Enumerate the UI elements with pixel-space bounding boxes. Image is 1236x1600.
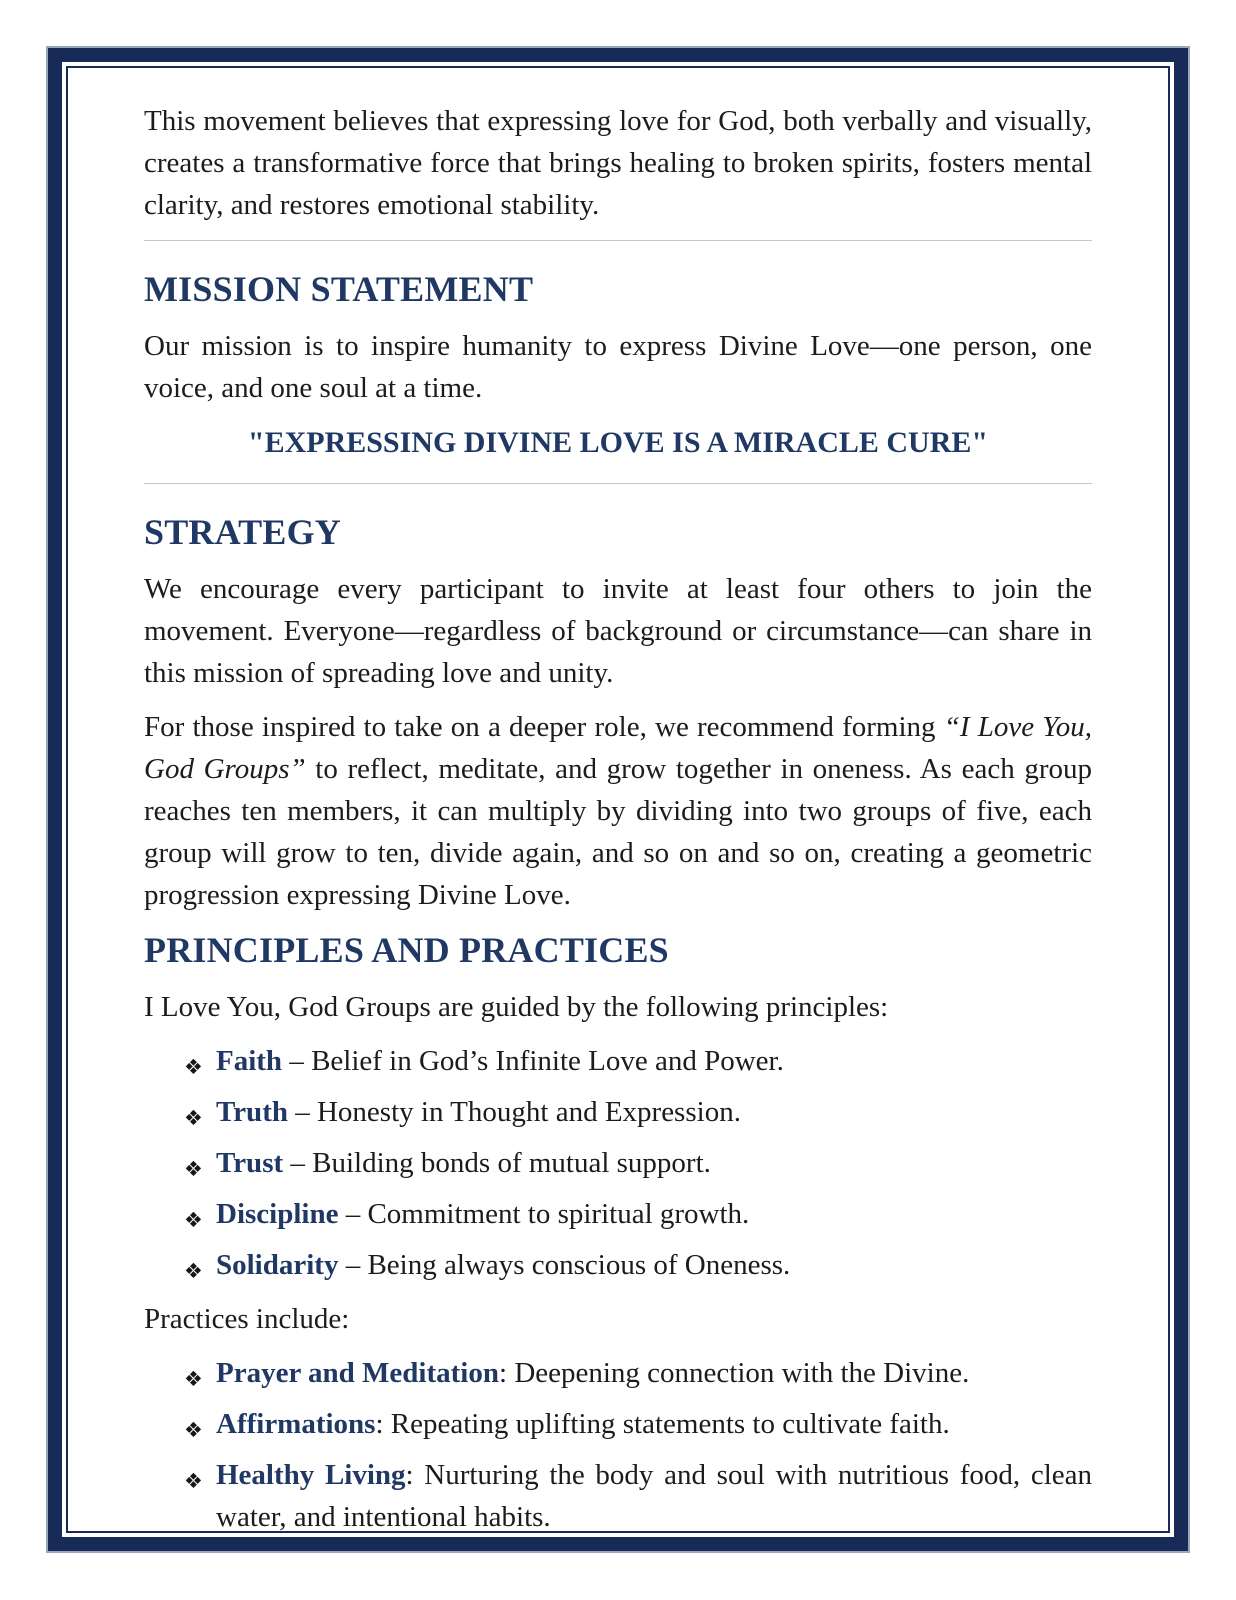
practice-separator: :	[405, 1459, 425, 1491]
practice-description: Nurturing the body and soul with nutritious food, clean water, and intentional habits.	[216, 1459, 1093, 1533]
list-item-truth	[144, 1091, 1092, 1133]
list-item-faith	[144, 1040, 1092, 1082]
practice-description: Repeating uplifting statements to cultivate faith.	[390, 1408, 950, 1440]
list-item-affirmations	[144, 1403, 1092, 1445]
list-item-healthy-living	[144, 1454, 1092, 1533]
strategy-paragraph-2-text-cont: to reflect, meditate, and grow together in oneness. As each group reaches ten members, it can multiply by dividing into two groups of five, each group will grow to ten, divide again, and so on and so on, creating a geometric progression expressing Divine Love.	[144, 753, 1092, 911]
principle-term: Trust	[216, 1147, 284, 1179]
principles-list	[144, 1040, 1092, 1286]
intro-paragraph: This movement believes that expressing love for God, both verbally and visually, creates a transformative force that brings healing to broken spirits, fosters mental clarity, and restores emotional stability.	[144, 105, 1092, 221]
practice-term: Affirmations	[216, 1408, 376, 1440]
mission-statement-heading: MISSION STATEMENT	[144, 269, 534, 309]
principle-term: Truth	[216, 1096, 288, 1128]
section-divider	[144, 483, 1092, 484]
strategy-paragraph-2-text: For those inspired to take on a deeper role, we recommend forming	[144, 711, 944, 743]
mission-paragraph: Our mission is to inspire humanity to express Divine Love—one person, one voice, and one soul at a time.	[144, 330, 1092, 404]
border-navy-band	[48, 48, 1188, 1551]
list-item-trust	[144, 1142, 1092, 1184]
principle-separator: –	[287, 1096, 317, 1128]
principle-separator: –	[283, 1147, 313, 1179]
practices-list	[144, 1352, 1092, 1533]
practice-separator: :	[375, 1408, 391, 1440]
principle-term: Discipline	[216, 1198, 339, 1230]
diamond-bullet-icon: ❖	[184, 1418, 203, 1442]
principle-separator: –	[282, 1045, 312, 1077]
decorative-border-frame	[46, 46, 1190, 1553]
principle-description: Belief in God’s Infinite Love and Power.	[311, 1045, 784, 1077]
diamond-bullet-icon: ❖	[184, 1259, 203, 1283]
principle-term: Faith	[216, 1045, 283, 1077]
strategy-paragraph-1: We encourage every participant to invite at least four others to join the movement. Everyone—regardless of background or circumstance—can share in this mission of spreading love and unity.	[144, 573, 1092, 689]
principle-description: Commitment to spiritual growth.	[367, 1198, 750, 1230]
list-item-solidarity	[144, 1244, 1092, 1286]
italic-group-name: “I Love You, God Groups”	[144, 711, 1092, 785]
practice-term: Healthy Living	[216, 1459, 406, 1491]
principle-description: Building bonds of mutual support.	[312, 1147, 711, 1179]
principle-separator: –	[338, 1249, 368, 1281]
practices-lead: Practices include:	[144, 1303, 350, 1335]
diamond-bullet-icon: ❖	[184, 1106, 203, 1130]
principle-separator: –	[338, 1198, 368, 1230]
strategy-heading: STRATEGY	[144, 512, 341, 552]
diamond-bullet-icon: ❖	[184, 1208, 203, 1232]
diamond-bullet-icon: ❖	[184, 1469, 203, 1493]
principles-lead: I Love You, God Groups are guided by the following principles:	[144, 991, 889, 1023]
strategy-paragraph-2	[144, 706, 1092, 916]
practice-term: Prayer and Meditation	[216, 1357, 499, 1389]
page-content-area	[66, 66, 1170, 1533]
list-item-discipline	[144, 1193, 1092, 1235]
diamond-bullet-icon: ❖	[184, 1055, 203, 1079]
practice-separator: :	[499, 1357, 515, 1389]
practice-description: Deepening connection with the Divine.	[514, 1357, 970, 1389]
diamond-bullet-icon: ❖	[184, 1367, 203, 1391]
section-divider	[144, 240, 1092, 241]
principle-description: Honesty in Thought and Expression.	[316, 1096, 741, 1128]
diamond-bullet-icon: ❖	[184, 1157, 203, 1181]
principle-description: Being always conscious of Oneness.	[367, 1249, 791, 1281]
principles-practices-heading: PRINCIPLES AND PRACTICES	[144, 930, 669, 970]
principle-term: Solidarity	[216, 1249, 339, 1281]
mission-quote: "EXPRESSING DIVINE LOVE IS A MIRACLE CURE"	[247, 426, 989, 459]
list-item-prayer-meditation	[144, 1352, 1092, 1394]
